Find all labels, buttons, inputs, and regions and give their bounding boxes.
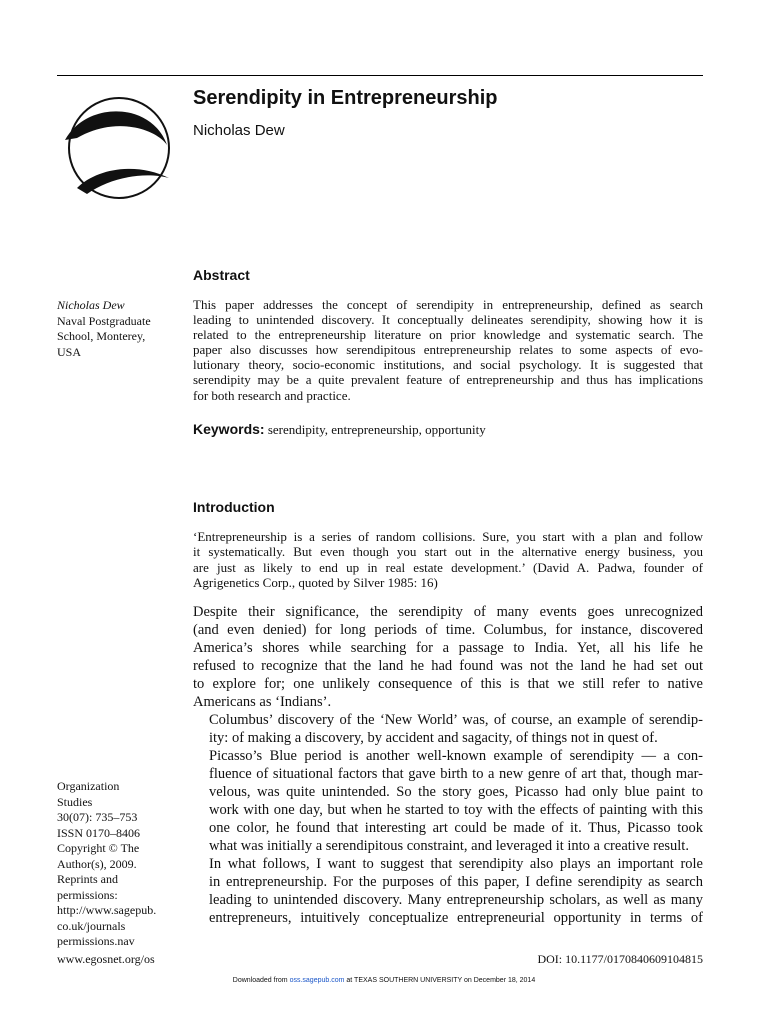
article-title: Serendipity in Entrepreneurship xyxy=(193,87,498,109)
body-line: to explore for; one unlikely consequence of this is that we still refer to native xyxy=(193,676,703,692)
download-notice xyxy=(0,977,768,984)
journal-info-line: permissions: xyxy=(57,887,118,902)
keywords-text: serendipity, entrepreneurship, opportunity xyxy=(267,422,486,437)
body-line: Columbus’ discovery of the ‘New World’ was, of course, an example of serendip- xyxy=(209,712,703,728)
journal-info-line: Studies xyxy=(57,794,93,809)
download-prefix: Downloaded from xyxy=(232,977,290,984)
download-suffix: at TEXAS SOUTHERN UNIVERSITY on December 18, 2014 xyxy=(344,977,536,984)
affiliation-line: Naval Postgraduate xyxy=(57,313,151,328)
journal-info-sidebar xyxy=(57,779,182,950)
journal-info-line: Organization xyxy=(57,779,120,793)
affiliation-line: USA xyxy=(57,344,82,359)
abstract-text xyxy=(193,297,703,403)
body-line: Americans as ‘Indians’. xyxy=(193,694,332,710)
body-line: one color, he found that interesting art could be made of it. Thus, Picasso took xyxy=(209,820,703,836)
paragraph xyxy=(193,855,703,927)
abstract-line: leading to unintended discovery. It conceptually delineates serendipity, showing how it is xyxy=(193,312,703,328)
epigraph-quote xyxy=(193,529,703,591)
journal-info-line: Author(s), 2009. xyxy=(57,856,137,871)
body-line: In what follows, I want to suggest that serendipity also plays an important role xyxy=(209,856,703,872)
body-line: velous, was quite unintended. So the story goes, Picasso had only blue paint to xyxy=(209,784,703,800)
abstract-line: for both research and practice. xyxy=(193,387,351,403)
journal-circle-logo-icon xyxy=(57,90,177,210)
journal-info-line: permissions.nav xyxy=(57,934,135,948)
keywords-label: Keywords: xyxy=(193,421,265,437)
body-line: fluence of situational factors that gave birth to a new genre of art that, though mar- xyxy=(209,766,703,782)
article-author: Nicholas Dew xyxy=(193,122,285,139)
paragraph xyxy=(193,747,703,855)
abstract-line: This paper addresses the concept of serendipity in entrepreneurship, defined as search xyxy=(193,297,703,312)
header-rule xyxy=(57,75,703,76)
download-link[interactable]: oss.sagepub.com xyxy=(289,977,345,984)
paragraph xyxy=(193,711,703,747)
quote-line: it systematically. But even though you start out in the alternative energy business, you xyxy=(193,544,703,560)
journal-website: www.egosnet.org/os xyxy=(57,952,155,966)
abstract-heading: Abstract xyxy=(193,267,250,283)
body-line: refused to recognize that the land he had found was not the land he had set out xyxy=(193,658,703,674)
paragraph xyxy=(193,603,703,711)
body-line: (and even denied) for long periods of time. Columbus, for instance, discovered xyxy=(193,622,703,638)
body-line: work with one day, but when he started to toy with the effects of painting with this xyxy=(209,802,703,818)
body-line: in entrepreneurship. For the purposes of this paper, I define serendipity as search xyxy=(209,874,703,890)
introduction-heading: Introduction xyxy=(193,499,275,515)
body-line: Despite their significance, the serendipity of many events goes unrecognized xyxy=(193,604,703,620)
abstract-line: paper also discusses how serendipitous entrepreneurship relates to some aspects of evo- xyxy=(193,342,703,358)
abstract-line: serendipity may be a quite prevalent feature of entrepreneurship and thus has implications xyxy=(193,372,703,388)
body-line: America’s shores while searching for a passage to India. Yet, all his life he xyxy=(193,640,703,656)
body-line: entrepreneurs, intuitively conceptualize entrepreneurial opportunity in terms of xyxy=(209,910,703,926)
quote-line: ‘Entrepreneurship is a series of random collisions. Sure, you start with a plan and follow xyxy=(193,529,703,544)
journal-info-line: http://www.sagepub. xyxy=(57,903,157,917)
journal-info-line: Copyright © The xyxy=(57,841,140,855)
journal-info-line: ISSN 0170–8406 xyxy=(57,825,141,840)
quote-line: are just as likely to end up in real estate development.’ (David A. Padwa, founder of xyxy=(193,559,703,575)
abstract-line: lutionary theory, socio-economic institutions, and social psychology. It is suggested that xyxy=(193,357,703,373)
doi: DOI: 10.1177/0170840609104815 xyxy=(537,952,703,966)
body-line: leading to unintended discovery. Many entrepreneurship scholars, as well as many xyxy=(209,892,703,908)
body-text xyxy=(193,603,703,927)
journal-info-line: co.uk/journals xyxy=(57,918,126,933)
body-line: Picasso’s Blue period is another well-known example of serendipity — a con- xyxy=(209,748,703,764)
journal-info-line: Reprints and xyxy=(57,872,118,886)
journal-info-line: 30(07): 735–753 xyxy=(57,810,138,824)
sidebar-author-name: Nicholas Dew xyxy=(57,298,125,312)
body-line: what was initially a serendipitous constraint, and leveraged it into a creative result. xyxy=(209,838,689,854)
keywords xyxy=(193,421,486,438)
quote-line: Agrigenetics Corp., quoted by Silver 1985: 16) xyxy=(193,575,438,591)
author-affiliation-sidebar xyxy=(57,298,182,360)
body-line: ity: of making a discovery, by accident and sagacity, of things not in quest of. xyxy=(209,730,658,746)
abstract-line: related to the entrepreneurship literature on prior knowledge and systematic search. The xyxy=(193,327,703,343)
affiliation-line: School, Monterey, xyxy=(57,329,146,343)
